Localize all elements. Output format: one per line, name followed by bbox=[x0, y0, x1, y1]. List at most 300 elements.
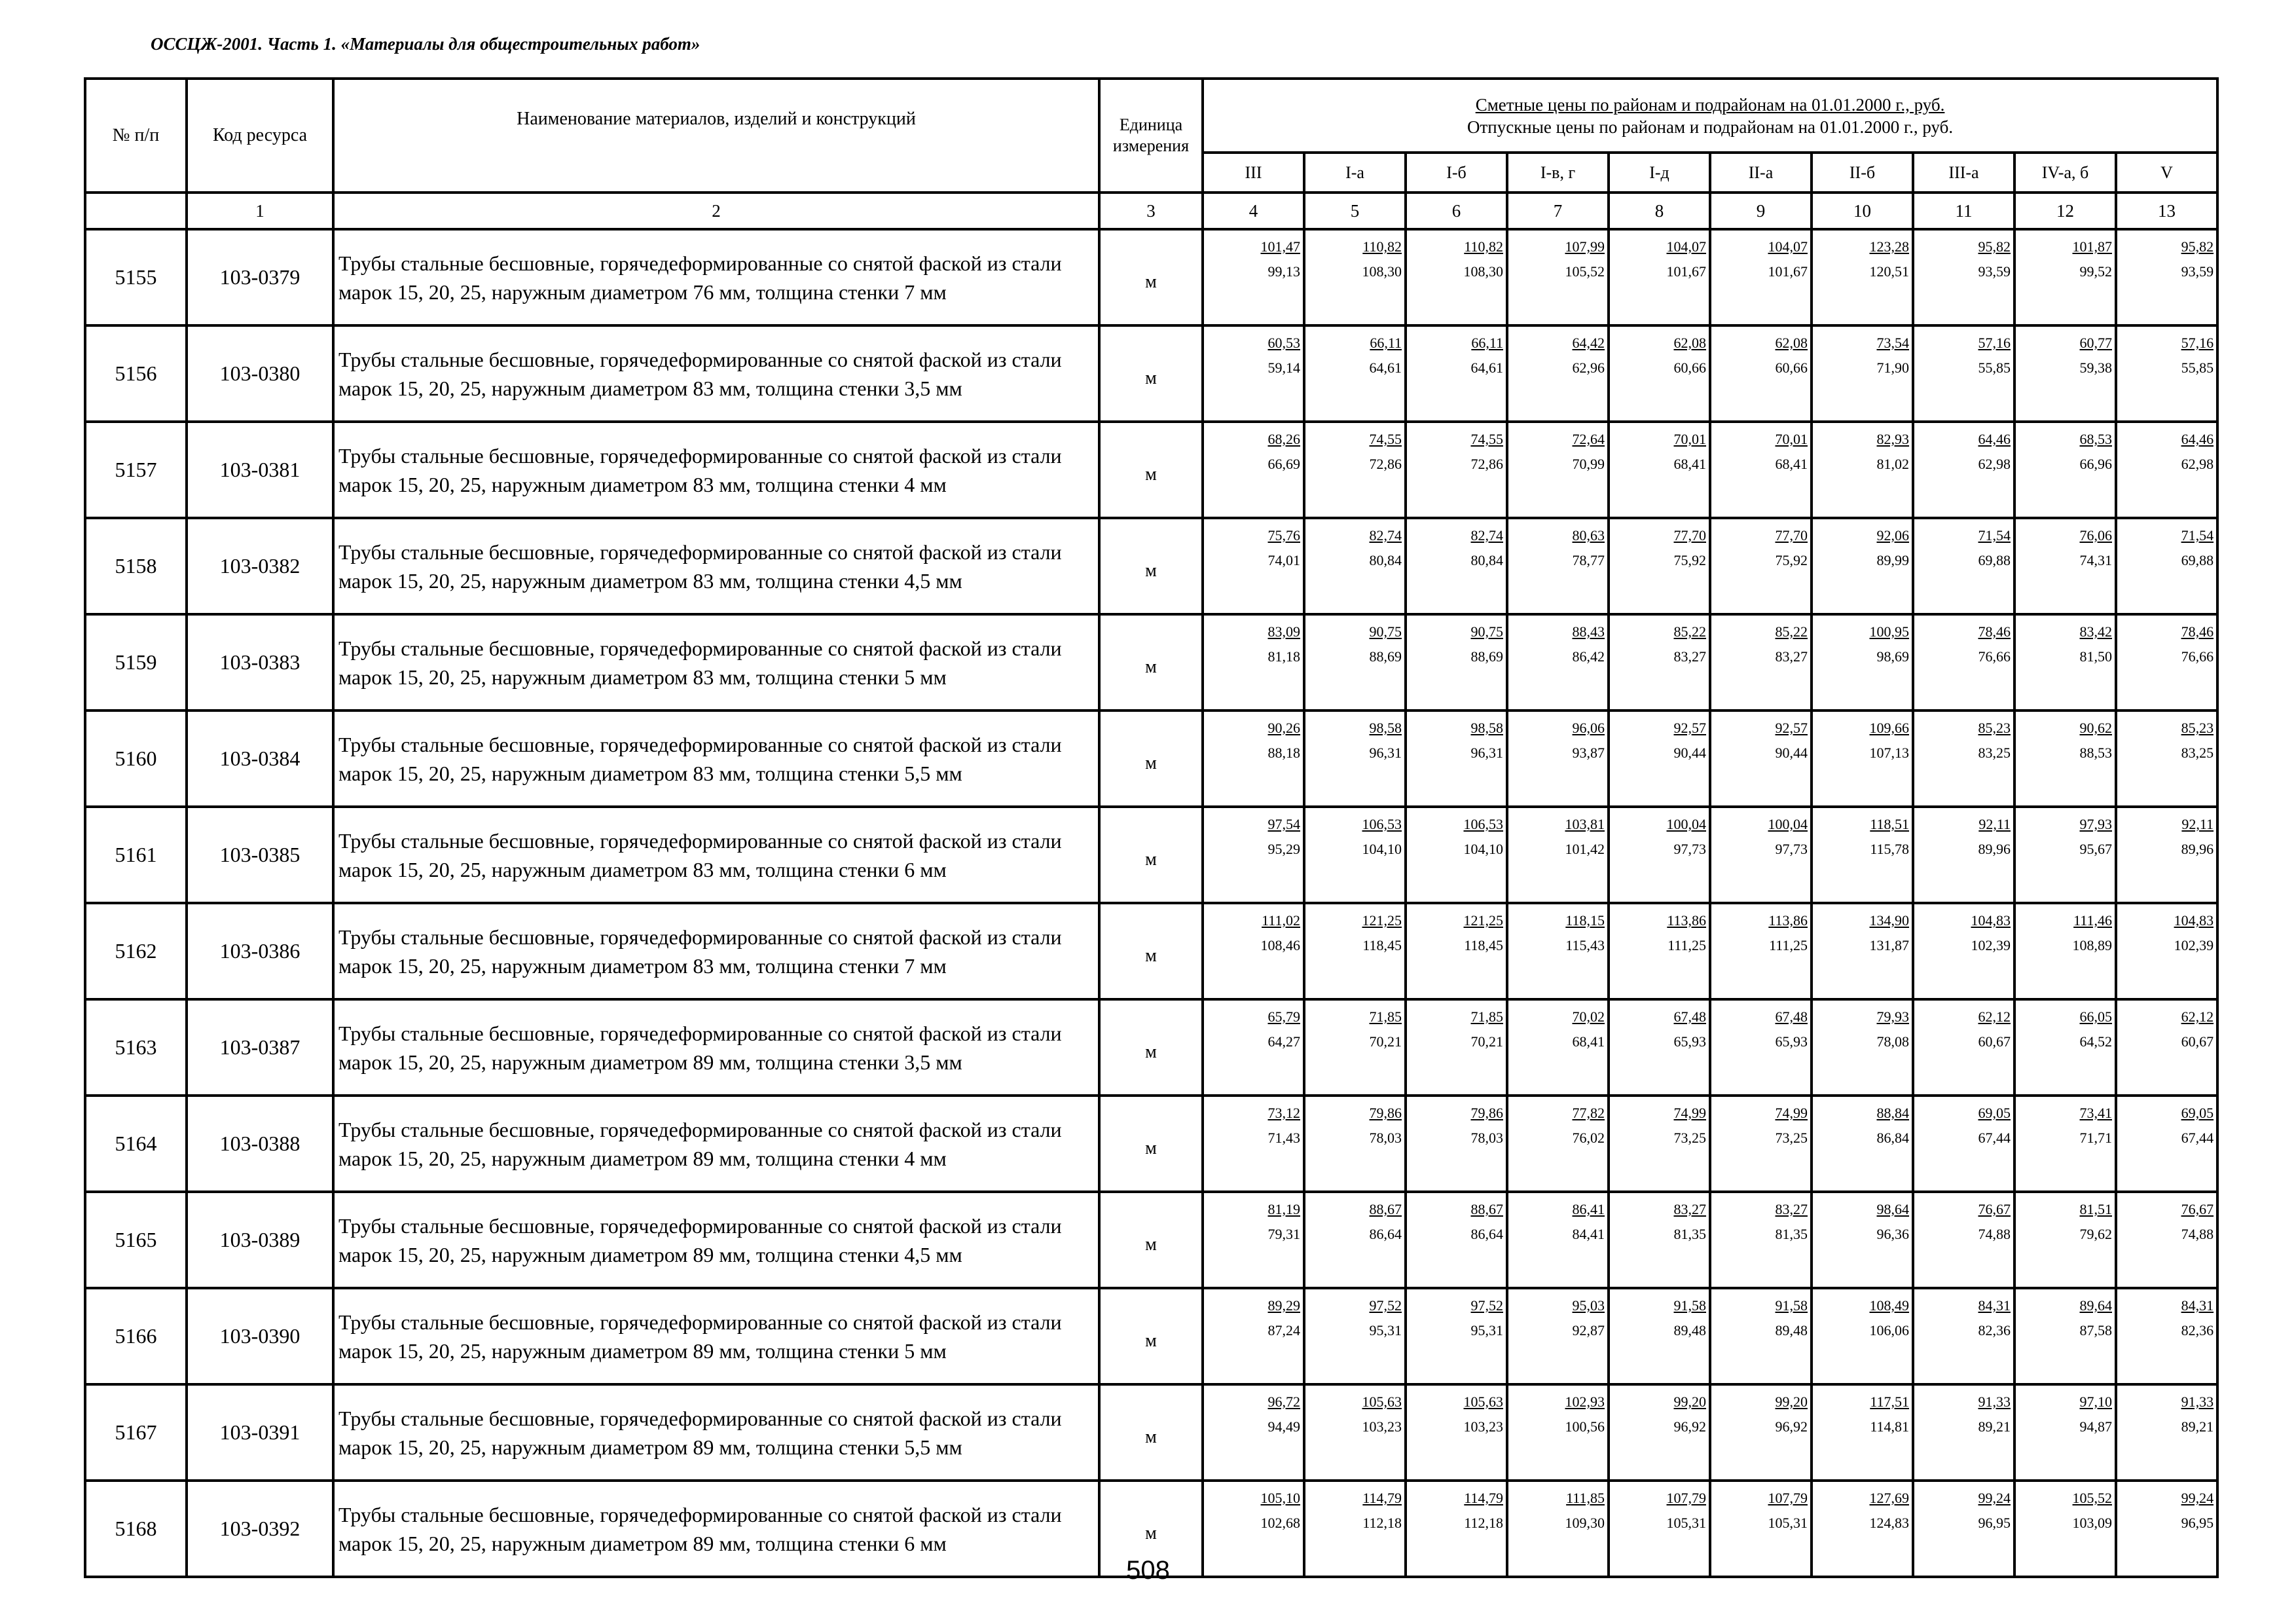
price-cell bbox=[1710, 999, 1812, 1096]
release-price: 108,89 bbox=[2072, 937, 2112, 953]
estimate-price: 83,09 bbox=[1267, 623, 1300, 640]
price-cell bbox=[1304, 422, 1406, 518]
estimate-price: 86,41 bbox=[1572, 1201, 1605, 1217]
district-header: II-б bbox=[1812, 153, 1913, 193]
price-cell bbox=[1609, 1288, 1710, 1384]
column-number: 3 bbox=[1099, 193, 1203, 229]
price-cell bbox=[1507, 903, 1609, 999]
estimate-price: 90,26 bbox=[1267, 720, 1300, 736]
estimate-price: 121,25 bbox=[1362, 912, 1402, 929]
row-number: 5167 bbox=[85, 1384, 187, 1481]
price-cell bbox=[1609, 229, 1710, 325]
release-price: 79,31 bbox=[1267, 1226, 1300, 1242]
release-price: 55,85 bbox=[1978, 360, 2011, 376]
release-price: 62,96 bbox=[1572, 360, 1605, 376]
price-cell bbox=[2116, 229, 2217, 325]
estimate-price: 76,06 bbox=[2079, 527, 2112, 544]
price-cell bbox=[2116, 710, 2217, 807]
page-number: 508 bbox=[1126, 1556, 1170, 1585]
col-header-name-text: Наименование материалов, изделий и конструкций bbox=[517, 109, 916, 129]
price-cell bbox=[1406, 807, 1507, 903]
price-cell bbox=[1812, 325, 1913, 422]
release-price: 105,31 bbox=[1768, 1515, 1808, 1531]
material-name: Трубы стальные бесшовные, горячедеформированные со снятой фаской из стали марок 15, 20, 25, наружным диаметром 89 мм, толщина стенки 3,5 мм bbox=[333, 999, 1099, 1096]
release-price: 74,88 bbox=[2181, 1226, 2214, 1242]
price-cell bbox=[1710, 422, 1812, 518]
price-cell bbox=[1406, 1288, 1507, 1384]
column-number: 13 bbox=[2116, 193, 2217, 229]
release-price: 68,41 bbox=[1775, 456, 1808, 472]
release-price: 111,25 bbox=[1667, 937, 1706, 953]
price-cell bbox=[2116, 1288, 2217, 1384]
price-cell bbox=[1203, 1096, 1304, 1192]
price-cell bbox=[1507, 1384, 1609, 1481]
price-cell bbox=[1710, 903, 1812, 999]
price-cell bbox=[1812, 807, 1913, 903]
price-cell bbox=[2014, 1096, 2116, 1192]
estimate-price: 96,06 bbox=[1572, 720, 1605, 736]
release-price: 76,66 bbox=[1978, 648, 2011, 665]
price-cell bbox=[1913, 710, 2014, 807]
estimate-price: 114,79 bbox=[1362, 1490, 1402, 1506]
estimate-price: 111,85 bbox=[1566, 1490, 1605, 1506]
row-number: 5163 bbox=[85, 999, 187, 1096]
district-header: III-а bbox=[1913, 153, 2014, 193]
estimate-price: 78,46 bbox=[2181, 623, 2214, 640]
price-cell bbox=[1609, 1192, 1710, 1288]
release-price: 103,23 bbox=[1463, 1418, 1503, 1435]
release-price: 73,25 bbox=[1775, 1130, 1808, 1146]
estimate-price: 62,08 bbox=[1673, 335, 1706, 351]
release-price: 78,03 bbox=[1470, 1130, 1503, 1146]
unit-of-measure: м bbox=[1099, 614, 1203, 710]
estimate-price: 77,82 bbox=[1572, 1105, 1605, 1121]
estimate-price: 72,64 bbox=[1572, 431, 1605, 447]
row-number: 5165 bbox=[85, 1192, 187, 1288]
row-number: 5164 bbox=[85, 1096, 187, 1192]
estimate-price: 95,82 bbox=[1978, 238, 2011, 255]
table-row bbox=[85, 422, 2217, 518]
release-price: 90,44 bbox=[1673, 745, 1706, 761]
column-number: 2 bbox=[333, 193, 1099, 229]
estimate-price: 66,11 bbox=[1471, 335, 1503, 351]
release-price: 131,87 bbox=[1869, 937, 1909, 953]
estimate-price: 104,07 bbox=[1666, 238, 1706, 255]
row-number: 5157 bbox=[85, 422, 187, 518]
table-row bbox=[85, 903, 2217, 999]
release-price: 76,02 bbox=[1572, 1130, 1605, 1146]
release-price: 89,21 bbox=[2181, 1418, 2214, 1435]
price-cell bbox=[2116, 903, 2217, 999]
price-cell bbox=[1406, 1096, 1507, 1192]
release-price: 96,92 bbox=[1673, 1418, 1706, 1435]
release-price: 66,96 bbox=[2079, 456, 2112, 472]
release-price: 97,73 bbox=[1775, 841, 1808, 857]
price-cell bbox=[1507, 1192, 1609, 1288]
price-cell bbox=[1710, 614, 1812, 710]
release-price: 55,85 bbox=[2181, 360, 2214, 376]
estimate-price: 105,63 bbox=[1362, 1393, 1402, 1410]
estimate-price: 57,16 bbox=[1978, 335, 2011, 351]
column-number: 12 bbox=[2014, 193, 2116, 229]
price-cell bbox=[2116, 325, 2217, 422]
estimate-price: 91,33 bbox=[1978, 1393, 2011, 1410]
resource-code: 103-0388 bbox=[187, 1096, 333, 1192]
release-price: 82,36 bbox=[1978, 1322, 2011, 1338]
estimate-price: 62,12 bbox=[1978, 1008, 2011, 1025]
release-price: 103,23 bbox=[1362, 1418, 1402, 1435]
estimate-price: 71,54 bbox=[1978, 527, 2011, 544]
row-number: 5160 bbox=[85, 710, 187, 807]
release-price: 93,87 bbox=[1572, 745, 1605, 761]
estimate-price: 92,11 bbox=[1978, 816, 2011, 832]
release-price: 106,06 bbox=[1869, 1322, 1909, 1338]
unit-of-measure: м bbox=[1099, 710, 1203, 807]
table-row bbox=[85, 807, 2217, 903]
estimate-price: 57,16 bbox=[2181, 335, 2214, 351]
price-cell bbox=[1203, 1192, 1304, 1288]
release-price: 70,21 bbox=[1369, 1033, 1402, 1050]
col-header-prices bbox=[1203, 79, 2217, 153]
material-name: Трубы стальные бесшовные, горячедеформированные со снятой фаской из стали марок 15, 20, 25, наружным диаметром 83 мм, толщина стенки 7 мм bbox=[333, 903, 1099, 999]
table-row bbox=[85, 325, 2217, 422]
estimate-price: 103,81 bbox=[1565, 816, 1605, 832]
price-cell bbox=[1812, 614, 1913, 710]
estimate-price: 106,53 bbox=[1362, 816, 1402, 832]
release-price: 95,67 bbox=[2079, 841, 2112, 857]
estimate-price: 105,10 bbox=[1260, 1490, 1300, 1506]
price-cell bbox=[2116, 422, 2217, 518]
release-price: 65,93 bbox=[1775, 1033, 1808, 1050]
release-price: 95,29 bbox=[1267, 841, 1300, 857]
estimate-price: 90,62 bbox=[2079, 720, 2112, 736]
estimate-price: 107,79 bbox=[1666, 1490, 1706, 1506]
price-cell bbox=[1507, 229, 1609, 325]
release-price: 75,92 bbox=[1673, 552, 1706, 568]
estimate-price: 66,05 bbox=[2079, 1008, 2112, 1025]
price-cell bbox=[1406, 999, 1507, 1096]
estimate-price: 76,67 bbox=[1978, 1201, 2011, 1217]
estimate-price: 111,46 bbox=[2073, 912, 2112, 929]
estimate-price: 88,43 bbox=[1572, 623, 1605, 640]
estimate-price: 90,75 bbox=[1470, 623, 1503, 640]
price-cell bbox=[1304, 229, 1406, 325]
row-number: 5168 bbox=[85, 1481, 187, 1577]
release-price: 100,56 bbox=[1565, 1418, 1605, 1435]
price-cell bbox=[1203, 614, 1304, 710]
release-price: 108,46 bbox=[1260, 937, 1300, 953]
price-cell bbox=[1304, 1192, 1406, 1288]
release-price: 79,62 bbox=[2079, 1226, 2112, 1242]
estimate-price: 66,11 bbox=[1370, 335, 1402, 351]
price-cell bbox=[1406, 325, 1507, 422]
price-cell bbox=[1304, 903, 1406, 999]
release-price: 96,95 bbox=[2181, 1515, 2214, 1531]
material-name: Трубы стальные бесшовные, горячедеформированные со снятой фаской из стали марок 15, 20, 25, наружным диаметром 76 мм, толщина стенки 7 мм bbox=[333, 229, 1099, 325]
estimate-price: 73,12 bbox=[1267, 1105, 1300, 1121]
unit-of-measure: м bbox=[1099, 1384, 1203, 1481]
estimate-price: 89,64 bbox=[2079, 1297, 2112, 1314]
release-price: 78,08 bbox=[1876, 1033, 1909, 1050]
material-name: Трубы стальные бесшовные, горячедеформированные со снятой фаской из стали марок 15, 20, 25, наружным диаметром 89 мм, толщина стенки 5,5 мм bbox=[333, 1384, 1099, 1481]
price-cell bbox=[1609, 422, 1710, 518]
resource-code: 103-0383 bbox=[187, 614, 333, 710]
estimate-price: 98,64 bbox=[1876, 1201, 1909, 1217]
column-number: 6 bbox=[1406, 193, 1507, 229]
price-cell bbox=[2014, 325, 2116, 422]
price-cell bbox=[2014, 1192, 2116, 1288]
price-cell bbox=[1812, 999, 1913, 1096]
estimate-price: 98,58 bbox=[1470, 720, 1503, 736]
release-price: 89,48 bbox=[1673, 1322, 1706, 1338]
price-cell bbox=[1203, 807, 1304, 903]
estimate-price: 118,51 bbox=[1870, 816, 1909, 832]
price-cell bbox=[1812, 1384, 1913, 1481]
district-header: I-в, г bbox=[1507, 153, 1609, 193]
estimate-price: 113,86 bbox=[1768, 912, 1808, 929]
table-row bbox=[85, 614, 2217, 710]
price-cell bbox=[1406, 614, 1507, 710]
unit-of-measure: м bbox=[1099, 903, 1203, 999]
release-price: 75,92 bbox=[1775, 552, 1808, 568]
price-cell bbox=[1913, 1384, 2014, 1481]
price-cell bbox=[1304, 614, 1406, 710]
estimate-price: 107,99 bbox=[1565, 238, 1605, 255]
document-header: ОССЦЖ-2001. Часть 1. «Материалы для общестроительных работ» bbox=[151, 34, 701, 54]
resource-code: 103-0390 bbox=[187, 1288, 333, 1384]
price-cell bbox=[1913, 999, 2014, 1096]
estimate-price: 76,67 bbox=[2181, 1201, 2214, 1217]
estimate-price: 77,70 bbox=[1775, 527, 1808, 544]
column-number: 1 bbox=[187, 193, 333, 229]
col-header-code: Код ресурса bbox=[187, 79, 333, 193]
price-cell bbox=[2116, 999, 2217, 1096]
estimate-price: 62,12 bbox=[2181, 1008, 2214, 1025]
release-price: 118,45 bbox=[1362, 937, 1402, 953]
estimate-price: 85,23 bbox=[1978, 720, 2011, 736]
release-price: 68,41 bbox=[1572, 1033, 1605, 1050]
price-cell bbox=[1812, 903, 1913, 999]
price-cell bbox=[1710, 1192, 1812, 1288]
estimate-price: 108,49 bbox=[1869, 1297, 1909, 1314]
estimate-price: 79,93 bbox=[1876, 1008, 1909, 1025]
release-price: 83,25 bbox=[2181, 745, 2214, 761]
estimate-price: 73,54 bbox=[1876, 335, 1909, 351]
estimate-price: 80,63 bbox=[1572, 527, 1605, 544]
unit-of-measure: м bbox=[1099, 229, 1203, 325]
release-price: 96,31 bbox=[1470, 745, 1503, 761]
release-price: 107,13 bbox=[1869, 745, 1909, 761]
column-number: 11 bbox=[1913, 193, 2014, 229]
unit-of-measure: м bbox=[1099, 999, 1203, 1096]
estimate-price: 79,86 bbox=[1470, 1105, 1503, 1121]
price-cell bbox=[1913, 614, 2014, 710]
price-cell bbox=[1913, 518, 2014, 614]
estimate-price: 99,24 bbox=[2181, 1490, 2214, 1506]
release-price: 109,30 bbox=[1565, 1515, 1605, 1531]
estimate-price: 96,72 bbox=[1267, 1393, 1300, 1410]
estimate-price: 78,46 bbox=[1978, 623, 2011, 640]
estimate-price: 97,52 bbox=[1369, 1297, 1402, 1314]
estimate-price: 71,85 bbox=[1470, 1008, 1503, 1025]
estimate-price: 70,01 bbox=[1775, 431, 1808, 447]
price-cell bbox=[1203, 1384, 1304, 1481]
price-cell bbox=[1913, 422, 2014, 518]
estimate-price: 83,27 bbox=[1775, 1201, 1808, 1217]
price-cell bbox=[1609, 1384, 1710, 1481]
release-price: 74,88 bbox=[1978, 1226, 2011, 1242]
estimate-price: 101,47 bbox=[1260, 238, 1300, 255]
estimate-price: 100,95 bbox=[1869, 623, 1909, 640]
release-price: 93,59 bbox=[2181, 263, 2214, 280]
estimate-price: 60,77 bbox=[2079, 335, 2112, 351]
price-cell bbox=[2014, 999, 2116, 1096]
release-price: 62,98 bbox=[1978, 456, 2011, 472]
price-table bbox=[84, 77, 2219, 1578]
release-price: 84,41 bbox=[1572, 1226, 1605, 1242]
release-price: 88,69 bbox=[1369, 648, 1402, 665]
price-cell bbox=[1812, 518, 1913, 614]
price-cell bbox=[1710, 710, 1812, 807]
release-price: 71,90 bbox=[1876, 360, 1909, 376]
release-price: 93,59 bbox=[1978, 263, 2011, 280]
release-price: 103,09 bbox=[2072, 1515, 2112, 1531]
release-price: 98,69 bbox=[1876, 648, 1909, 665]
estimate-price: 110,82 bbox=[1362, 238, 1402, 255]
release-price: 115,43 bbox=[1565, 937, 1605, 953]
estimate-price: 104,83 bbox=[2174, 912, 2214, 929]
estimate-price: 98,58 bbox=[1369, 720, 1402, 736]
release-price: 65,93 bbox=[1673, 1033, 1706, 1050]
estimate-price: 91,33 bbox=[2181, 1393, 2214, 1410]
price-cell bbox=[2116, 518, 2217, 614]
price-cell bbox=[1304, 710, 1406, 807]
price-cell bbox=[1710, 1384, 1812, 1481]
estimate-price: 99,20 bbox=[1673, 1393, 1706, 1410]
price-cell bbox=[1913, 1096, 2014, 1192]
estimate-price: 102,93 bbox=[1565, 1393, 1605, 1410]
release-price: 96,92 bbox=[1775, 1418, 1808, 1435]
estimate-price: 71,85 bbox=[1369, 1008, 1402, 1025]
price-cell bbox=[1609, 1096, 1710, 1192]
price-cell bbox=[1304, 1096, 1406, 1192]
release-price: 89,21 bbox=[1978, 1418, 2011, 1435]
col-header-unit: Единица измерения bbox=[1099, 79, 1203, 193]
col-header-name bbox=[333, 79, 1099, 193]
estimate-price: 97,10 bbox=[2079, 1393, 2112, 1410]
unit-of-measure: м bbox=[1099, 1096, 1203, 1192]
price-cell bbox=[2014, 807, 2116, 903]
price-header-estimate: Сметные цены по районам и подрайонам на 01.01.2000 г., руб. bbox=[1475, 94, 1945, 115]
price-cell bbox=[1507, 999, 1609, 1096]
estimate-price: 74,55 bbox=[1369, 431, 1402, 447]
release-price: 115,78 bbox=[1870, 841, 1909, 857]
release-price: 81,18 bbox=[1267, 648, 1300, 665]
release-price: 101,42 bbox=[1565, 841, 1605, 857]
release-price: 60,67 bbox=[2181, 1033, 2214, 1050]
price-cell bbox=[1304, 999, 1406, 1096]
release-price: 94,49 bbox=[1267, 1418, 1300, 1435]
estimate-price: 99,24 bbox=[1978, 1490, 2011, 1506]
price-cell bbox=[2116, 614, 2217, 710]
estimate-price: 65,79 bbox=[1267, 1008, 1300, 1025]
estimate-price: 109,66 bbox=[1869, 720, 1909, 736]
release-price: 114,81 bbox=[1870, 1418, 1909, 1435]
release-price: 99,13 bbox=[1267, 263, 1300, 280]
estimate-price: 77,70 bbox=[1673, 527, 1706, 544]
price-cell bbox=[1304, 1384, 1406, 1481]
price-cell bbox=[1203, 1288, 1304, 1384]
resource-code: 103-0389 bbox=[187, 1192, 333, 1288]
estimate-price: 74,99 bbox=[1673, 1105, 1706, 1121]
estimate-price: 88,67 bbox=[1470, 1201, 1503, 1217]
material-name: Трубы стальные бесшовные, горячедеформированные со снятой фаской из стали марок 15, 20, 25, наружным диаметром 83 мм, толщина стенки 5 мм bbox=[333, 614, 1099, 710]
price-cell bbox=[1710, 229, 1812, 325]
release-price: 89,96 bbox=[1978, 841, 2011, 857]
price-cell bbox=[1203, 518, 1304, 614]
estimate-price: 97,52 bbox=[1470, 1297, 1503, 1314]
district-header: III bbox=[1203, 153, 1304, 193]
price-cell bbox=[1913, 325, 2014, 422]
release-price: 112,18 bbox=[1362, 1515, 1402, 1531]
resource-code: 103-0384 bbox=[187, 710, 333, 807]
price-header-release: Отпускные цены по районам и подрайонам на 01.01.2000 г., руб. bbox=[1467, 117, 1954, 137]
estimate-price: 127,69 bbox=[1869, 1490, 1909, 1506]
price-cell bbox=[2014, 1288, 2116, 1384]
release-price: 60,66 bbox=[1775, 360, 1808, 376]
estimate-price: 114,79 bbox=[1464, 1490, 1503, 1506]
estimate-price: 95,82 bbox=[2181, 238, 2214, 255]
release-price: 96,31 bbox=[1369, 745, 1402, 761]
col-header-num: № п/п bbox=[85, 79, 187, 193]
column-number: 5 bbox=[1304, 193, 1406, 229]
price-cell bbox=[2014, 518, 2116, 614]
release-price: 86,64 bbox=[1470, 1226, 1503, 1242]
estimate-price: 85,22 bbox=[1673, 623, 1706, 640]
release-price: 64,61 bbox=[1470, 360, 1503, 376]
price-cell bbox=[1812, 710, 1913, 807]
release-price: 87,24 bbox=[1267, 1322, 1300, 1338]
release-price: 102,68 bbox=[1260, 1515, 1300, 1531]
release-price: 95,31 bbox=[1369, 1322, 1402, 1338]
release-price: 83,27 bbox=[1775, 648, 1808, 665]
release-price: 76,66 bbox=[2181, 648, 2214, 665]
table-row bbox=[85, 1192, 2217, 1288]
estimate-price: 100,04 bbox=[1768, 816, 1808, 832]
resource-code: 103-0381 bbox=[187, 422, 333, 518]
estimate-price: 73,41 bbox=[2079, 1105, 2112, 1121]
price-cell bbox=[1609, 807, 1710, 903]
price-cell bbox=[1507, 325, 1609, 422]
estimate-price: 83,27 bbox=[1673, 1201, 1706, 1217]
estimate-price: 69,05 bbox=[2181, 1105, 2214, 1121]
table-row bbox=[85, 1384, 2217, 1481]
release-price: 81,02 bbox=[1876, 456, 1909, 472]
row-number: 5158 bbox=[85, 518, 187, 614]
release-price: 89,96 bbox=[2181, 841, 2214, 857]
release-price: 118,45 bbox=[1464, 937, 1503, 953]
price-cell bbox=[2014, 422, 2116, 518]
table-row bbox=[85, 518, 2217, 614]
material-name: Трубы стальные бесшовные, горячедеформированные со снятой фаской из стали марок 15, 20, 25, наружным диаметром 83 мм, толщина стенки 4 мм bbox=[333, 422, 1099, 518]
price-cell bbox=[2014, 903, 2116, 999]
release-price: 95,31 bbox=[1470, 1322, 1503, 1338]
release-price: 68,41 bbox=[1673, 456, 1706, 472]
price-cell bbox=[1710, 807, 1812, 903]
price-cell bbox=[1812, 1192, 1913, 1288]
release-price: 90,44 bbox=[1775, 745, 1808, 761]
price-cell bbox=[1710, 1096, 1812, 1192]
